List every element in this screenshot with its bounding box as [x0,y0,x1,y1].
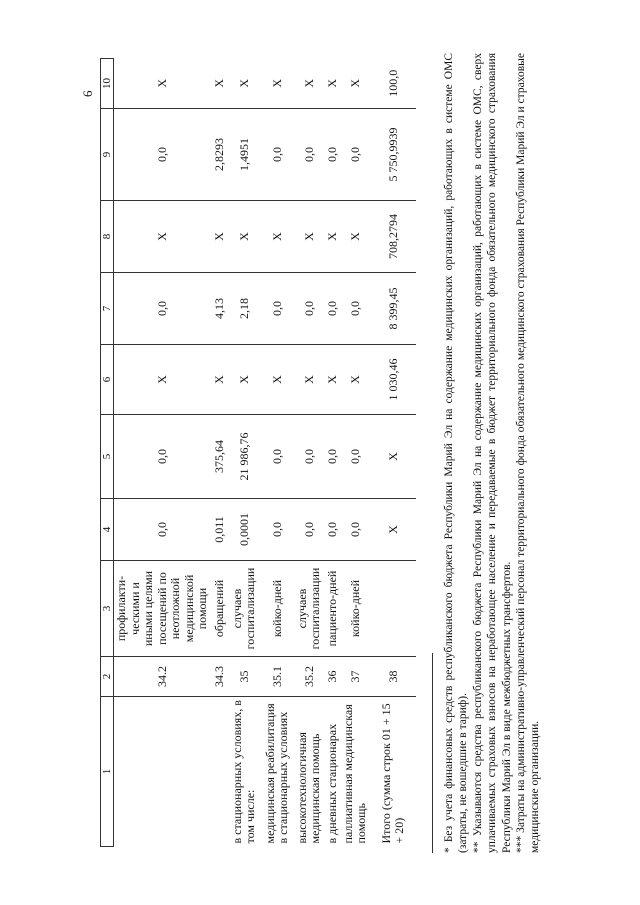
cell: X [324,201,340,273]
col-head: 5 [101,415,114,499]
column-number-row [101,59,114,847]
cell: X [340,201,370,273]
cell: X [228,201,260,273]
cell: 2,18 [228,273,260,345]
cell: X [370,499,416,561]
row-unit: случаев госпитализации [294,561,324,657]
cell: X [294,201,324,273]
table-row [114,59,211,847]
cell: X [114,345,211,415]
cell: X [370,415,416,499]
cell: 708,2794 [370,201,416,273]
row-label: в стационарных условиях, в том числе: [229,700,258,844]
row-code: 38 [370,657,416,697]
row-code: 35.2 [294,657,324,697]
table-row [260,59,294,847]
row-code: 34.2 [114,657,211,697]
cell: X [210,201,228,273]
col-head: 2 [101,657,114,697]
cell: 0,0 [324,109,340,201]
table-row [210,59,228,847]
cell: X [260,59,294,109]
cell: 4,13 [210,273,228,345]
cell: X [210,345,228,415]
row-label: Итого (сумма строк 01 + 15 + 20) [378,703,407,844]
row-code: 34.3 [210,657,228,697]
row-label: паллиативная медицинская помощь [340,704,369,844]
col-head: 3 [101,561,114,657]
cell: 375,64 [210,415,228,499]
cell: 5 750,9939 [370,109,416,201]
page-number: 6 [80,90,95,97]
cell: 0,0 [114,499,211,561]
col-head: 1 [101,697,114,847]
cell: 8 399,45 [370,273,416,345]
cell: 0,0 [324,273,340,345]
cell: X [114,59,211,109]
cell: 0,0 [340,499,370,561]
cell: X [228,59,260,109]
cell: 0,0 [260,273,294,345]
cell: X [114,201,211,273]
cell: 0,0 [260,499,294,561]
footnotes [442,53,543,853]
cell: 0,0 [294,415,324,499]
cell: 0,0 [340,109,370,201]
row-label [114,697,211,847]
cell: X [324,59,340,109]
row-unit: профилакти-ческими и иными целями посещений по неотложной медицинской помощи [114,561,211,657]
col-head: 8 [101,201,114,273]
cell: X [210,59,228,109]
row-unit [370,561,416,657]
row-unit: случаев госпитализации [228,561,260,657]
table-row [324,59,340,847]
footnote-2: ** Указываются средства республиканского бюджета Республики Марий Эл на содержание медицинских организаций, работающих в системе ОМС, сверх уплачиваемых страховых взносов на неработающее население и передаваемые в бюджет территориального фонда обязательного медицинского страхования Республики Марий Эл в виде межбюджетных трансфертов. [471,53,513,853]
table-row [294,59,324,847]
row-code: 35 [228,657,260,697]
col-head: 9 [101,109,114,201]
cell: 0,0 [294,499,324,561]
cell: X [294,59,324,109]
cell: 21 986,76 [228,415,260,499]
row-label: медицинская реабилитация в стационарных условиях [262,703,291,844]
cell: X [324,345,340,415]
row-unit: пациенто-дней [324,561,340,657]
cell: 100,0 [370,59,416,109]
cell: X [228,345,260,415]
table-row [370,59,416,847]
col-head: 7 [101,273,114,345]
cell: 1,4951 [228,109,260,201]
cell: 0,0 [294,109,324,201]
footnote-divider [432,653,433,853]
cell: 0,0 [294,273,324,345]
row-unit: обращений [210,561,228,657]
row-unit: койко-дней [340,561,370,657]
table-row [340,59,370,847]
cell: 2,8293 [210,109,228,201]
cell: 0,0 [114,415,211,499]
cell: X [260,201,294,273]
cell: X [294,345,324,415]
cell: 1 030,46 [370,345,416,415]
row-code: 36 [324,657,340,697]
cell: X [340,59,370,109]
col-head: 4 [101,499,114,561]
footnote-3: *** Затраты на административно-управленческий персонал территориального фонда обязательного медицинского страхования Республики Марий Эл и страховые медицинские организации. [514,53,542,853]
row-unit: койко-дней [260,561,294,657]
table-row [228,59,260,847]
cell: 0,011 [210,499,228,561]
cell: 0,0 [260,109,294,201]
cost-table [100,58,416,847]
cell: 0,0 [114,109,211,201]
cell: 0,0 [324,499,340,561]
footnote-1: * Без учета финансовых средств республиканского бюджета Республики Марий Эл на содержание медицинских организаций, работающих в системе ОМС (затраты, не вошедшие в тариф). [443,53,470,853]
row-code: 37 [340,657,370,697]
cell: 0,0 [260,415,294,499]
cell: 0,0 [340,273,370,345]
row-label: в дневных стационарах [324,723,339,844]
cell: 0,0001 [228,499,260,561]
row-label [210,697,228,847]
row-label: высокотехнологичная медицинская помощь [294,732,323,844]
row-code: 35.1 [260,657,294,697]
col-head: 6 [101,345,114,415]
cell: 0,0 [340,415,370,499]
cell: 0,0 [114,273,211,345]
col-head: 10 [101,59,114,109]
cell: 0,0 [324,415,340,499]
cell: X [340,345,370,415]
cell: X [260,345,294,415]
